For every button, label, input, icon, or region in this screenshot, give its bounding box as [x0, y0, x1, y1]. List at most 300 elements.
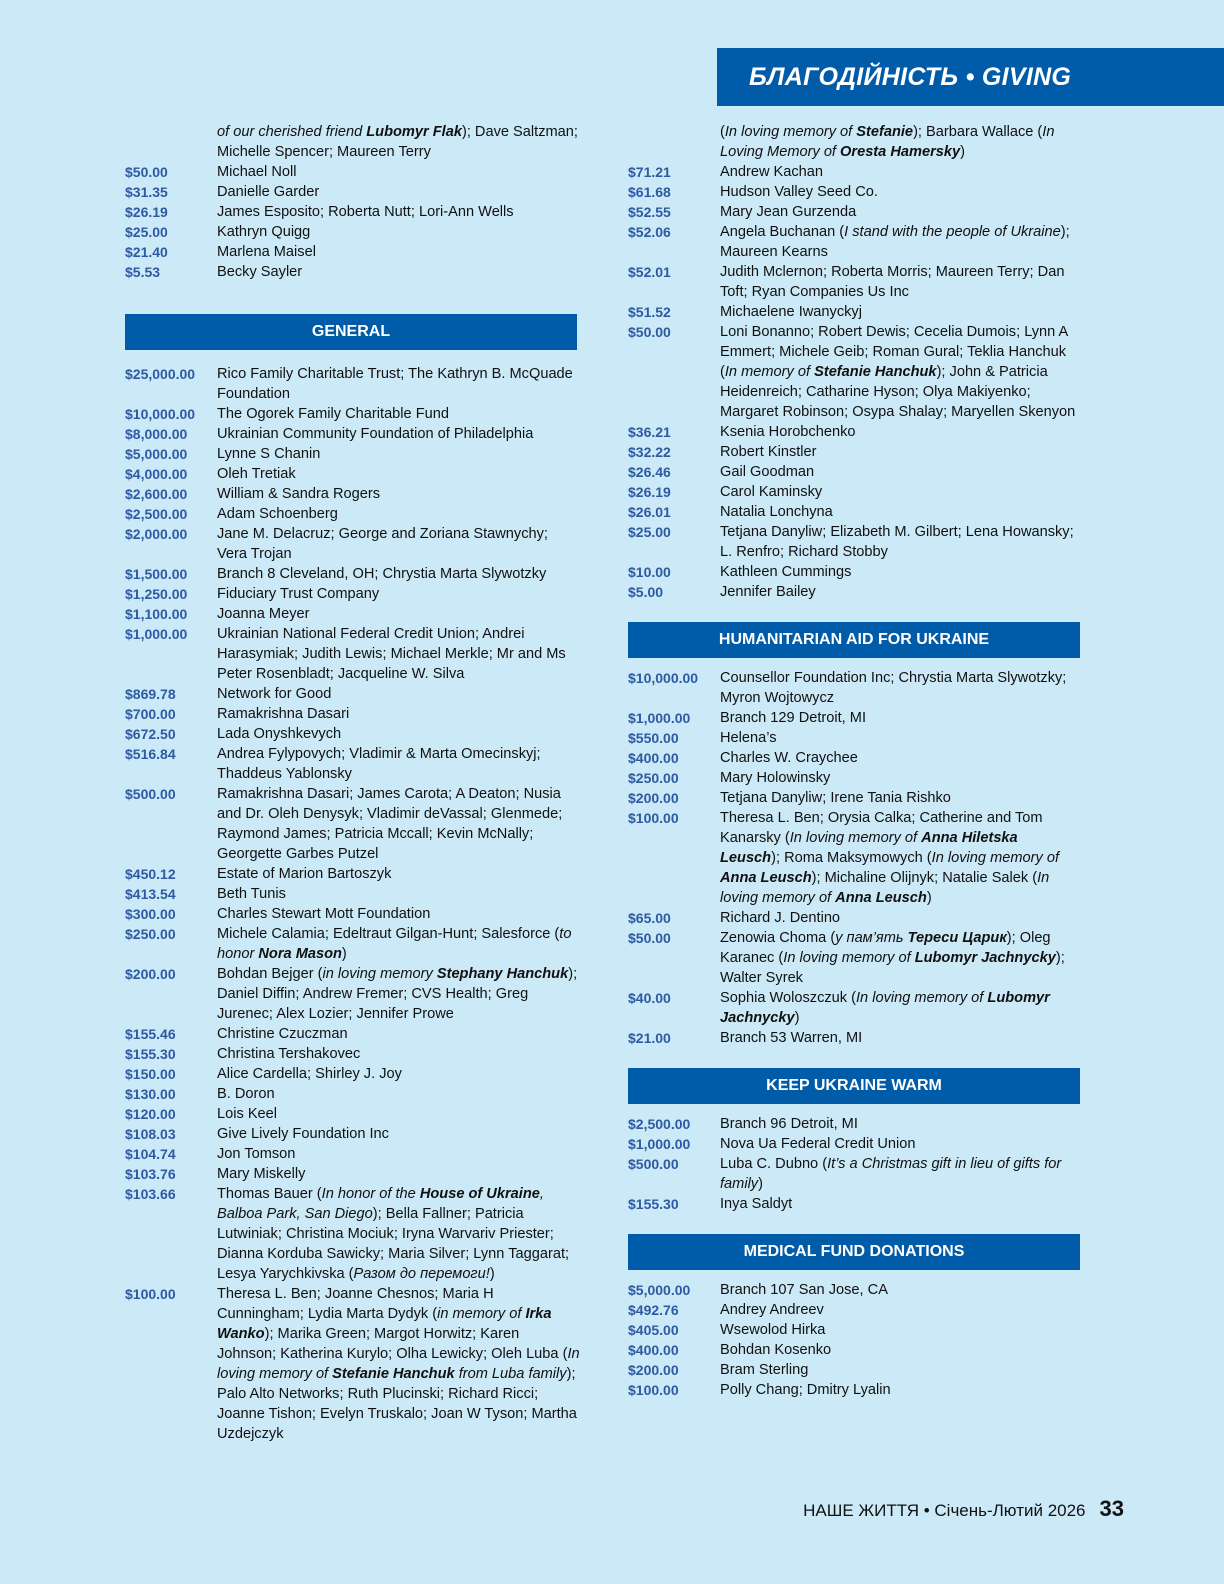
- donation-amount: $103.66: [125, 1186, 176, 1202]
- donation-entry: [628, 562, 1080, 582]
- donation-amount: $155.30: [628, 1196, 679, 1212]
- donor-text: William & Sandra Rogers: [217, 486, 381, 502]
- donor-names: [217, 484, 580, 504]
- donation-entry: [125, 262, 580, 282]
- donor-names: [217, 604, 580, 624]
- donation-amount: $250.00: [628, 770, 679, 786]
- donation-amount: $1,000.00: [628, 710, 691, 726]
- donor-names: [217, 1044, 580, 1064]
- donor-names: [720, 502, 1080, 522]
- honoree-name: Anna Leusch: [835, 890, 927, 906]
- donation-entry: [125, 202, 580, 222]
- donor-names: [720, 708, 1080, 728]
- donor-text: Carol Kaminsky: [720, 484, 823, 500]
- donor-text: Branch 96 Detroit, MI: [720, 1116, 858, 1132]
- donation-entry: [628, 708, 1080, 728]
- donation-amount: $104.74: [125, 1146, 176, 1162]
- honoree-name: Stefanie Hanchuk: [814, 364, 937, 380]
- donor-text: Ramakrishna Dasari: [217, 706, 350, 722]
- donor-names: [217, 424, 580, 444]
- donor-names: [720, 522, 1080, 562]
- donation-entry: [125, 1184, 580, 1284]
- donor-text: Mary Miskelly: [217, 1166, 306, 1182]
- donation-amount: $250.00: [125, 926, 176, 942]
- donor-text: Tetjana Danyliw; Irene Tania Rishko: [720, 790, 951, 806]
- donation-amount: $5.00: [628, 584, 664, 600]
- donation-entry: [125, 1104, 580, 1124]
- donor-text: ); John & Patricia Heidenreich; Catharine Hyson; Olya Makiyenko; Margaret Robinson; Osypa Shalay; Maryellen Skenyon: [720, 364, 1076, 420]
- donor-names: [217, 744, 580, 784]
- donor-text: In loving memory of: [217, 1346, 580, 1382]
- donor-text: ); Dave Saltzman; Michelle Spencer; Maureen Terry: [217, 124, 578, 160]
- donor-text: Michael Noll: [217, 164, 297, 180]
- donor-names: [720, 908, 1080, 928]
- donor-names: [720, 162, 1080, 182]
- right-continuation-list: [628, 122, 1080, 602]
- donor-names: [217, 1084, 580, 1104]
- donor-text: ): [794, 1010, 800, 1026]
- humanitarian-heading: HUMANITARIAN AID FOR UKRAINE: [628, 622, 1080, 658]
- donation-entry: [125, 122, 580, 162]
- medical-heading: MEDICAL FUND DONATIONS: [628, 1234, 1080, 1270]
- donation-entry: [125, 864, 580, 884]
- page-number: 33: [1099, 1496, 1124, 1521]
- donor-text: Wsewolod Hirka: [720, 1322, 826, 1338]
- donor-names: [217, 1064, 580, 1084]
- donor-text: Ukrainian Community Foundation of Philadelphia: [217, 426, 534, 442]
- donor-text: I stand with the people of Ukraine: [844, 224, 1061, 240]
- donor-text: In Loving Memory of: [720, 124, 1055, 160]
- donor-text: ): [758, 1176, 763, 1192]
- humanitarian-list: [628, 668, 1080, 1048]
- donor-names: [217, 262, 580, 282]
- donor-text: In honor of the: [321, 1186, 420, 1202]
- donation-entry: [628, 1194, 1080, 1214]
- donation-amount: $25.00: [125, 224, 168, 240]
- donation-amount: $200.00: [125, 966, 176, 982]
- donation-amount: $869.78: [125, 686, 176, 702]
- donation-entry: [125, 424, 580, 444]
- honoree-name: Lubomyr Jachnycky: [720, 990, 1050, 1026]
- donation-amount: $400.00: [628, 750, 679, 766]
- donation-entry: [628, 1134, 1080, 1154]
- donation-amount: $5,000.00: [125, 446, 188, 462]
- honoree-name: Тереси Царик: [907, 930, 1007, 946]
- donation-amount: $50.00: [628, 930, 671, 946]
- donation-entry: [628, 222, 1080, 262]
- donor-names: [720, 202, 1080, 222]
- honoree-name: Stefanie Hanchuk: [332, 1366, 455, 1382]
- donation-entry: [125, 182, 580, 202]
- donation-amount: $10,000.00: [125, 406, 196, 422]
- donation-amount: $120.00: [125, 1106, 176, 1122]
- donation-amount: $500.00: [125, 786, 176, 802]
- donor-names: [720, 788, 1080, 808]
- donor-names: [217, 584, 580, 604]
- donor-names: [720, 462, 1080, 482]
- donor-text: Inya Saldyt: [720, 1196, 793, 1212]
- donor-text: Ramakrishna Dasari; James Carota; A Deaton; Nusia and Dr. Oleh Denysyk; Vladimir deVassal; Glenmede; Raymond James; Patricia Mccall; Kevin McNally; Georgette Garbes Putzel: [217, 786, 563, 862]
- donor-text: in memory of: [437, 1306, 526, 1322]
- donor-text: Richard J. Dentino: [720, 910, 841, 926]
- donor-text: In loving memory of: [724, 124, 857, 140]
- donation-amount: $21.00: [628, 1030, 671, 1046]
- donor-text: ); Barbara Wallace (: [913, 124, 1043, 140]
- donation-amount: $50.00: [125, 164, 168, 180]
- donor-names: [217, 704, 580, 724]
- donor-names: [720, 182, 1080, 202]
- donation-amount: $51.52: [628, 304, 671, 320]
- donor-names: [720, 442, 1080, 462]
- donation-entry: [628, 442, 1080, 462]
- donor-names: [217, 524, 580, 564]
- donation-entry: [125, 904, 580, 924]
- donor-text: Sophia Woloszczuk (: [720, 990, 856, 1006]
- left-column: [125, 122, 580, 1444]
- donation-entry: [628, 1340, 1080, 1360]
- donor-names: [720, 748, 1080, 768]
- donation-entry: [628, 908, 1080, 928]
- keep-warm-list: [628, 1114, 1080, 1214]
- donation-entry: [125, 1144, 580, 1164]
- donor-names: [217, 404, 580, 424]
- donor-names: [217, 564, 580, 584]
- donation-entry: [125, 242, 580, 262]
- donation-amount: $108.03: [125, 1126, 176, 1142]
- honoree-name: Irka Wanko: [217, 1306, 552, 1342]
- donor-text: ): [960, 144, 965, 160]
- donation-entry: [125, 744, 580, 784]
- donor-text: Michele Calamia; Edeltraut Gilgan-Hunt; Salesforce (: [217, 926, 560, 942]
- donation-amount: $50.00: [628, 324, 671, 340]
- donation-entry: [628, 988, 1080, 1028]
- donation-amount: $2,000.00: [125, 526, 188, 542]
- donor-text: In loving memory of: [856, 990, 988, 1006]
- honoree-name: Anna Leusch: [720, 870, 812, 886]
- donor-text: Ksenia Horobchenko: [720, 424, 856, 440]
- keep-warm-heading: KEEP UKRAINE WARM: [628, 1068, 1080, 1104]
- donor-text: Разом до перемоги!: [353, 1266, 490, 1282]
- donation-entry: [125, 624, 580, 684]
- donor-text: Michaelene Iwanyckyj: [720, 304, 862, 320]
- donation-amount: $25.00: [628, 524, 671, 540]
- donor-text: Mary Holowinsky: [720, 770, 831, 786]
- donor-text: Kathryn Quigg: [217, 224, 311, 240]
- donor-text: Natalia Lonchyna: [720, 504, 833, 520]
- donor-text: ): [926, 890, 932, 906]
- donation-entry: [628, 668, 1080, 708]
- donation-entry: [125, 584, 580, 604]
- donation-entry: [125, 964, 580, 1024]
- donor-names: [217, 504, 580, 524]
- donation-amount: $26.01: [628, 504, 671, 520]
- donor-text: Christina Tershakovec: [217, 1046, 361, 1062]
- donor-text: Oleh Tretiak: [217, 466, 296, 482]
- donor-text: Theresa L. Ben; Orysia Calka; Catherine and Tom Kanarsky (: [720, 810, 1043, 846]
- donor-text: Lois Keel: [217, 1106, 278, 1122]
- donation-entry: [628, 122, 1080, 162]
- donor-text: of our cherished friend: [217, 124, 367, 140]
- donor-names: [217, 182, 580, 202]
- donor-text: Branch 53 Warren, MI: [720, 1030, 863, 1046]
- donor-names: [720, 322, 1080, 422]
- donor-names: [217, 364, 580, 404]
- donor-names: [720, 1154, 1080, 1194]
- donation-entry: [628, 728, 1080, 748]
- donor-names: [720, 1194, 1080, 1214]
- donor-names: [720, 1360, 1080, 1380]
- donation-entry: [628, 1028, 1080, 1048]
- donation-amount: $32.22: [628, 444, 671, 460]
- donor-names: [217, 1144, 580, 1164]
- donation-amount: $200.00: [628, 1362, 679, 1378]
- donation-amount: $550.00: [628, 730, 679, 746]
- donor-names: [720, 808, 1080, 908]
- donation-amount: $1,000.00: [628, 1136, 691, 1152]
- donation-entry: [628, 928, 1080, 988]
- donation-amount: $400.00: [628, 1342, 679, 1358]
- donor-names: [217, 1164, 580, 1184]
- donation-entry: [125, 484, 580, 504]
- donation-entry: [125, 884, 580, 904]
- donor-names: [217, 624, 580, 684]
- donor-names: [217, 1284, 580, 1444]
- donation-amount: $52.06: [628, 224, 671, 240]
- donor-text: Thomas Bauer (: [217, 1186, 322, 1202]
- donation-entry: [628, 322, 1080, 422]
- donor-names: [217, 904, 580, 924]
- donation-entry: [628, 788, 1080, 808]
- donor-text: Christine Czuczman: [217, 1026, 348, 1042]
- donor-names: [217, 724, 580, 744]
- donor-names: [720, 1340, 1080, 1360]
- donor-text: ); Walter Syrek: [720, 950, 1065, 986]
- donation-entry: [125, 1024, 580, 1044]
- donation-entry: [628, 582, 1080, 602]
- donor-names: [720, 1380, 1080, 1400]
- donation-amount: $40.00: [628, 990, 671, 1006]
- honoree-name: Lubomyr Flak: [366, 124, 462, 140]
- donation-entry: [125, 1124, 580, 1144]
- donor-names: [217, 444, 580, 464]
- donation-entry: [125, 444, 580, 464]
- donor-text: Theresa L. Ben; Joanne Chesnos; Maria H Cunningham; Lydia Marta Dydyk (: [217, 1286, 494, 1322]
- donor-names: [217, 1104, 580, 1124]
- donation-amount: $71.21: [628, 164, 671, 180]
- donor-names: [720, 1320, 1080, 1340]
- donation-entry: [628, 462, 1080, 482]
- donation-entry: [125, 1284, 580, 1444]
- donation-entry: [628, 1154, 1080, 1194]
- donation-entry: [125, 704, 580, 724]
- donation-amount: $25,000.00: [125, 366, 196, 382]
- donation-amount: $10,000.00: [628, 670, 699, 686]
- donor-text: The Ogorek Family Charitable Fund: [217, 406, 449, 422]
- donor-text: Andrey Andreev: [720, 1302, 824, 1318]
- honoree-name: Oresta Hamersky: [840, 144, 961, 160]
- donation-entry: [125, 564, 580, 584]
- donor-text: Adam Schoenberg: [217, 506, 338, 522]
- donation-entry: [125, 464, 580, 484]
- donation-amount: $10.00: [628, 564, 671, 580]
- honoree-name: Lubomyr Jachnycky: [914, 950, 1056, 966]
- donation-amount: $450.12: [125, 866, 176, 882]
- donor-text: Network for Good: [217, 686, 332, 702]
- donation-amount: $413.54: [125, 886, 176, 902]
- donation-amount: $516.84: [125, 746, 176, 762]
- donation-amount: $405.00: [628, 1322, 679, 1338]
- donation-entry: [125, 524, 580, 564]
- donor-names: [720, 1134, 1080, 1154]
- donor-text: to honor: [217, 926, 572, 962]
- donor-text: In loving memory of: [931, 850, 1059, 866]
- donation-amount: $2,500.00: [125, 506, 188, 522]
- donor-names: [720, 222, 1080, 262]
- donor-names: [720, 1280, 1080, 1300]
- donation-entry: [125, 1164, 580, 1184]
- donor-text: ); Daniel Diffin; Andrew Fremer; CVS Health; Greg Jurenec; Alex Lozier; Jennifer Prowe: [217, 966, 578, 1022]
- donation-entry: [125, 222, 580, 242]
- donor-text: Jon Tomson: [217, 1146, 296, 1162]
- donor-text: Branch 107 San Jose, CA: [720, 1282, 888, 1298]
- donor-names: [720, 562, 1080, 582]
- donor-names: [217, 122, 580, 162]
- page-footer: [803, 1496, 1124, 1522]
- donation-entry: [628, 768, 1080, 788]
- publication-info: НАШЕ ЖИТТЯ • Січень-Лютий 2026: [803, 1501, 1086, 1520]
- donor-names: [720, 728, 1080, 748]
- donor-text: Kathleen Cummings: [720, 564, 852, 580]
- donation-entry: [628, 422, 1080, 442]
- donor-text: Counsellor Foundation Inc; Chrystia Marta Slywotzky; Myron Wojtowycz: [720, 670, 1067, 706]
- donation-entry: [628, 748, 1080, 768]
- donor-names: [720, 302, 1080, 322]
- donation-entry: [125, 504, 580, 524]
- donor-text: Jennifer Bailey: [720, 584, 816, 600]
- donation-amount: $155.46: [125, 1026, 176, 1042]
- donor-text: Estate of Marion Bartoszyk: [217, 866, 392, 882]
- section-banner: БЛАГОДІЙНІСТЬ • GIVING: [717, 48, 1224, 106]
- honoree-name: Nora Mason: [258, 946, 342, 962]
- donor-names: [720, 482, 1080, 502]
- donation-entry: [125, 924, 580, 964]
- donor-text: James Esposito; Roberta Nutt; Lori-Ann Wells: [217, 204, 514, 220]
- donor-text: Tetjana Danyliw; Elizabeth M. Gilbert; Lena Howansky; L. Renfro; Richard Stobby: [720, 524, 1074, 560]
- donation-entry: [628, 1360, 1080, 1380]
- donation-amount: $500.00: [628, 1156, 679, 1172]
- donor-names: [720, 422, 1080, 442]
- donor-text: Robert Kinstler: [720, 444, 817, 460]
- donor-text: Andrew Kachan: [720, 164, 824, 180]
- donor-text: Branch 129 Detroit, MI: [720, 710, 867, 726]
- donation-entry: [628, 1300, 1080, 1320]
- donor-names: [720, 668, 1080, 708]
- donor-text: ); Bella Fallner; Patricia Lutwiniak; Christina Mociuk; Iryna Warvariv Priester; Dianna Korduba Sawicky; Maria Silver; Lynn Taggarat; Lesya Yarychkivska (: [217, 1206, 570, 1282]
- donor-names: [720, 768, 1080, 788]
- donation-amount: $4,000.00: [125, 466, 188, 482]
- donation-amount: $1,100.00: [125, 606, 188, 622]
- donor-text: Loni Bonanno; Robert Dewis; Cecelia Dumois; Lynn A Emmert; Michele Geib; Roman Gural; Teklia Hanchuk (: [720, 324, 1068, 380]
- donor-text: Bohdan Bejger (: [217, 966, 323, 982]
- donation-amount: $200.00: [628, 790, 679, 806]
- donation-amount: $5.53: [125, 264, 161, 280]
- donor-text: It’s a Christmas gift in lieu of gifts for family: [720, 1156, 1062, 1192]
- donation-amount: [628, 122, 720, 162]
- donor-names: [720, 262, 1080, 302]
- donor-text: Andrea Fylypovych; Vladimir & Marta Omecinskyj; Thaddeus Yablonsky: [217, 746, 541, 782]
- donor-text: , Balboa Park, San Diego: [217, 1186, 544, 1222]
- donor-names: [720, 988, 1080, 1028]
- donor-text: In loving memory of: [783, 950, 915, 966]
- donation-entry: [125, 604, 580, 624]
- honoree-name: Stefanie: [856, 124, 914, 140]
- donation-entry: [125, 684, 580, 704]
- donor-text: Judith Mclernon; Roberta Morris; Maureen Terry; Dan Toft; Ryan Companies Us Inc: [720, 264, 1065, 300]
- donation-entry: [628, 522, 1080, 562]
- donor-text: ); Maureen Kearns: [720, 224, 1070, 260]
- donation-entry: [125, 162, 580, 182]
- donor-names: [720, 1300, 1080, 1320]
- donation-entry: [628, 262, 1080, 302]
- donor-names: [217, 1124, 580, 1144]
- donor-text: у пам’ять: [835, 930, 908, 946]
- general-list: [125, 364, 580, 1444]
- donation-amount: $2,600.00: [125, 486, 188, 502]
- donation-amount: $65.00: [628, 910, 671, 926]
- donation-amount: $700.00: [125, 706, 176, 722]
- donation-amount: $155.30: [125, 1046, 176, 1062]
- donation-entry: [628, 502, 1080, 522]
- donor-text: Gail Goodman: [720, 464, 815, 480]
- donor-names: [720, 1028, 1080, 1048]
- donation-entry: [628, 302, 1080, 322]
- donation-entry: [628, 1280, 1080, 1300]
- donation-amount: $5,000.00: [628, 1282, 691, 1298]
- donor-text: Hudson Valley Seed Co.: [720, 184, 878, 200]
- donation-entry: [628, 482, 1080, 502]
- donor-text: ); Palo Alto Networks; Ruth Plucinski; Richard Ricci; Joanne Tishon; Evelyn Truskalo; Joan W Tyson; Martha Uzdejczyk: [217, 1366, 577, 1442]
- donation-entry: [628, 162, 1080, 182]
- donor-names: [217, 242, 580, 262]
- donation-amount: $1,500.00: [125, 566, 188, 582]
- donor-text: Alice Cardella; Shirley J. Joy: [217, 1066, 402, 1082]
- donor-names: [217, 864, 580, 884]
- donor-names: [217, 964, 580, 1024]
- donor-names: [720, 928, 1080, 988]
- donor-text: Charles Stewart Mott Foundation: [217, 906, 431, 922]
- donation-amount: $21.40: [125, 244, 168, 260]
- donor-names: [217, 464, 580, 484]
- donation-amount: $100.00: [125, 1286, 176, 1302]
- right-column: [628, 122, 1080, 1400]
- donor-text: In loving memory of: [789, 830, 922, 846]
- donor-names: [217, 1184, 580, 1284]
- donor-text: Mary Jean Gurzenda: [720, 204, 857, 220]
- donor-names: [217, 202, 580, 222]
- donation-amount: $103.76: [125, 1166, 176, 1182]
- medical-list: [628, 1280, 1080, 1400]
- honoree-name: Anna Hiletska Leusch: [720, 830, 1018, 866]
- donation-entry: [125, 364, 580, 404]
- donation-amount: $61.68: [628, 184, 671, 200]
- donation-amount: $130.00: [125, 1086, 176, 1102]
- donation-amount: $26.46: [628, 464, 671, 480]
- donor-text: Beth Tunis: [217, 886, 286, 902]
- donor-names: [720, 1114, 1080, 1134]
- donor-text: ); Oleg Karanec (: [720, 930, 1051, 966]
- donation-amount: $36.21: [628, 424, 671, 440]
- donation-amount: $52.55: [628, 204, 671, 220]
